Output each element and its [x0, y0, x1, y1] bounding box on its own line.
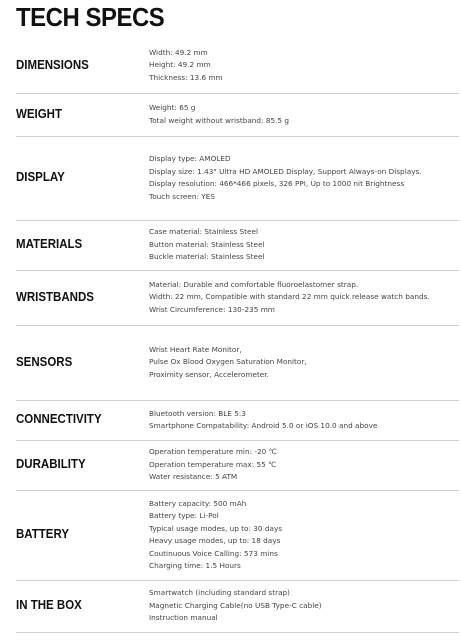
- spec-label: BATTERY: [16, 527, 70, 541]
- spec-label: MATERIALS: [16, 237, 83, 251]
- spec-row-wristbands: [16, 270, 459, 326]
- spec-details: [149, 279, 459, 317]
- spec-row-materials: [16, 220, 459, 271]
- spec-line: Total weight without wristband: 85.5 g: [149, 115, 290, 125]
- spec-details: [149, 153, 459, 203]
- spec-row-battery: [16, 490, 459, 581]
- spec-line: Proximity sensor, Accelerometer.: [149, 369, 269, 379]
- spec-details: [149, 344, 459, 382]
- spec-label: DIMENSIONS: [16, 57, 89, 72]
- spec-line: Touch screen: YES: [149, 191, 215, 201]
- spec-line: Battery capacity: 500 mAh: [149, 498, 247, 508]
- spec-line: Coutinuous Voice Calling: 573 mins: [149, 548, 278, 558]
- spec-label: DURABILITY: [16, 457, 86, 471]
- spec-line: Operation temperature max: 55 ℃: [149, 459, 277, 469]
- spec-line: Typical usage modes, up to: 30 days: [149, 523, 283, 533]
- spec-label: WEIGHT: [16, 106, 62, 121]
- spec-line: Weight: 65 g: [149, 103, 196, 112]
- spec-label: WRISTBANDS: [16, 289, 94, 304]
- spec-line: Thickness: 13.6 mm: [149, 72, 223, 82]
- spec-line: Battery type: Li-Pol: [149, 511, 219, 520]
- spec-label: DISPLAY: [16, 170, 65, 184]
- spec-line: Width: 49.2 mm: [149, 47, 208, 57]
- spec-row-durability: [16, 440, 459, 491]
- spec-details: [149, 226, 459, 264]
- spec-line: Display resolution: 466*466 pixels, 326 PPI, Up to 1000 nit Brightness: [149, 179, 405, 188]
- spec-line: Material: Durable and comfortable fluoroelastomer strap.: [149, 279, 359, 289]
- spec-label: IN THE BOX: [16, 598, 82, 612]
- spec-line: Display size: 1.43" Ultra HD AMOLED Display, Support Always-on Displays.: [149, 166, 422, 176]
- spec-line: Bluetooth version: BLE 5.3: [149, 408, 246, 418]
- spec-details: [149, 47, 459, 85]
- spec-line: Case material: Stainless Steel: [149, 227, 258, 237]
- spec-line: Heavy usage modes, up to: 18 days: [149, 536, 281, 545]
- spec-line: Display type: AMOLED: [149, 154, 231, 163]
- spec-row-display: [16, 136, 459, 221]
- spec-details: [149, 408, 459, 433]
- spec-line: Water resistance: 5 ATM: [149, 472, 238, 482]
- spec-line: Charging time: 1.5 Hours: [149, 561, 241, 570]
- spec-line: Magnetic Charging Cable(no USB Type-C cable): [149, 600, 322, 610]
- spec-row-connectivity: [16, 400, 459, 441]
- spec-label: SENSORS: [16, 354, 73, 369]
- spec-row-weight: [16, 93, 459, 137]
- page-title: TECH SPECS: [16, 2, 165, 32]
- spec-line: Wrist Heart Rate Monitor,: [149, 344, 242, 354]
- spec-line: Smartwatch (including standard strap): [149, 588, 291, 598]
- spec-details: [149, 587, 459, 625]
- spec-row-in-the-box: [16, 580, 459, 633]
- spec-line: Height: 49.2 mm: [149, 60, 211, 70]
- spec-row-dimensions: [16, 38, 459, 94]
- spec-line: Operation temperature min: -20 ℃: [149, 447, 277, 457]
- spec-line: Width: 22 mm, Compatible with standard 22 mm quick release watch bands.: [149, 292, 430, 302]
- spec-row-sensors: [16, 325, 459, 401]
- spec-label: CONNECTIVITY: [16, 412, 102, 426]
- spec-details: [149, 102, 459, 127]
- spec-details: [149, 446, 459, 484]
- spec-line: Wrist Circumference: 130-235 mm: [149, 304, 275, 314]
- spec-details: [149, 498, 459, 573]
- spec-line: Button material: Stainless Steel: [149, 239, 265, 249]
- spec-line: Pulse Ox Blood Oxygen Saturation Monitor,: [149, 357, 307, 367]
- spec-line: Instruction manual: [149, 613, 218, 623]
- spec-line: Buckle material: Stainless Steel: [149, 252, 265, 262]
- spec-line: Smartphone Compatability: Android 5.0 or iOS 10.0 and above: [149, 421, 378, 430]
